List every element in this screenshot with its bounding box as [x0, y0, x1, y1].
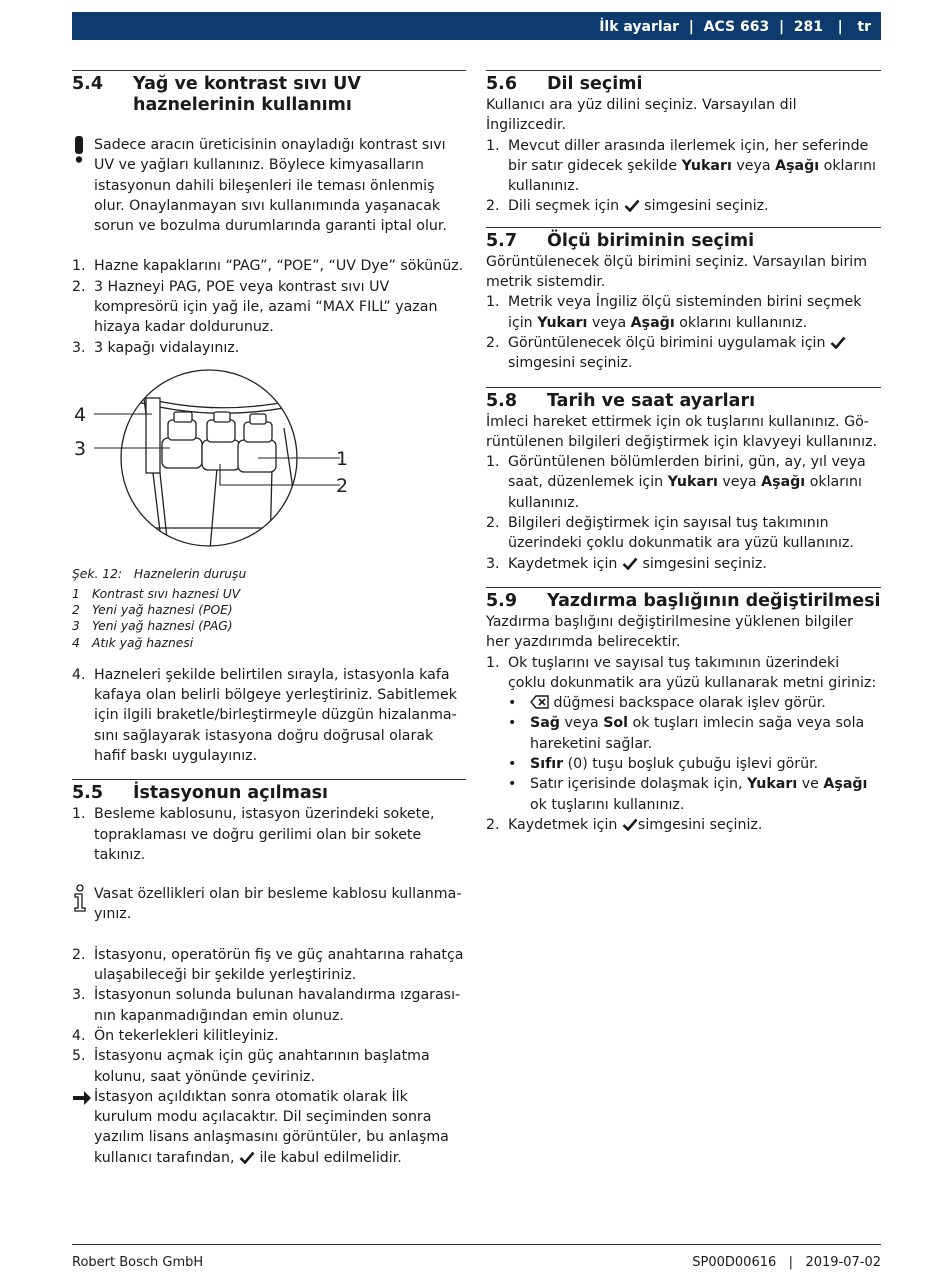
- warning-note: [72, 135, 466, 236]
- section-5-9-title: 5.9 Yazdırma başlığının değiştirilmesi: [486, 590, 881, 611]
- legend-item: 1 Kontrast sıvı haznesi UV: [72, 586, 241, 601]
- arrow-right-icon: [72, 1087, 94, 1168]
- check-icon: [624, 199, 640, 212]
- section-5-9: [486, 587, 881, 835]
- list-item: 1. Besleme kablosunu, istasyon üzerindeki sokete, topraklaması ve doğru gerilimi olan bir sokete takınız.: [72, 806, 435, 863]
- info-icon: [72, 884, 94, 925]
- section-5-4: [72, 70, 466, 766]
- list-item: 1. Mevcut diller arasında ilerlemek için, her seferinde bir satır gidecek şekilde Yukarı veya Aşağı oklarını kullanınız.: [486, 137, 876, 195]
- footer-docid: SP00D00616 | 2019-07-02: [692, 1255, 881, 1270]
- info-text: Vasat özellikleri olan bir besleme kablosu kullanmayınız.: [94, 886, 462, 923]
- steps-5-5-b: [72, 945, 466, 1087]
- section-5-5: [72, 779, 466, 1168]
- list-item: 2. İstasyonu, operatörün fiş ve güç anahtarına rahatça ulaşabileceği bir şekilde yerleştiriniz.: [72, 946, 464, 984]
- steps-5-7: [486, 292, 881, 373]
- list-item: 4. Hazneleri şekilde belirtilen sırayla, istasyonla kafa kafaya olan belirli bölgeye yerleştiriniz. Sabitlemek için ilgili braketle/birleştirmeyle düzgün hizalanmasını sağlayarak istasyona doğru doğrusal olarak hafif baskı uygulayınız.: [72, 666, 457, 764]
- section-5-4-title: 5.4 Yağ ve kontrast sıvı UV haznelerinin kullanımı: [72, 74, 361, 115]
- figure-label-3: 3: [74, 437, 87, 460]
- list-item: 3. İstasyonun solunda bulunan havalandırma ızgarasının kapanmadığından emin olunuz.: [72, 987, 461, 1024]
- section-5-6-title: 5.6 Dil seçimi: [486, 74, 643, 94]
- page-footer: [72, 1244, 881, 1270]
- section-5-9-intro: Yazdırma başlığını değiştirilmesine yüklenen bilgiler her yazdırımda belirecektir.: [486, 613, 854, 651]
- list-item: 1. Metrik veya İngiliz ölçü sisteminden birini seçmek için Yukarı veya Aşağı oklarını kullanınız.: [486, 294, 862, 331]
- section-5-8: [486, 387, 881, 574]
- check-icon: [622, 818, 638, 831]
- list-item: 3. 3 kapağı vidalayınız.: [72, 339, 240, 356]
- info-note: [72, 884, 466, 925]
- list-item: 2. Dili seçmek için simgesini seçiniz.: [486, 198, 769, 215]
- section-5-8-intro: İmleci hareket ettirmek için ok tuşlarını kullanınız. Görüntülenen bilgileri değiştirmek için klavyeyi kullanınız.: [486, 413, 878, 450]
- list-item: • Sıfır (0) tuşu boşluk çubuğu işlevi görür.: [508, 756, 819, 773]
- figure-legend: [72, 586, 466, 651]
- list-item: • düğmesi backspace olarak işlev görür.: [508, 695, 826, 712]
- figure-caption: Şek. 12: Haznelerin duruşu: [72, 566, 247, 581]
- check-icon: [622, 557, 638, 570]
- section-5-8-title: 5.8 Tarih ve saat ayarları: [486, 390, 756, 411]
- step-4: [72, 665, 466, 766]
- list-item: 2. Görüntülenecek ölçü birimini uygulamak için simgesini seçiniz.: [486, 333, 881, 374]
- warning-icon: [72, 135, 94, 236]
- steps-5-9: [486, 653, 881, 836]
- figure-label-1: 1: [336, 447, 349, 470]
- section-5-7-title: 5.7 Ölçü biriminin seçimi: [486, 230, 755, 251]
- section-5-7: [486, 227, 881, 374]
- legend-item: 4 Atık yağ haznesi: [72, 635, 194, 650]
- page-header: [72, 12, 881, 40]
- legend-item: 2 Yeni yağ haznesi (POE): [72, 603, 233, 618]
- footer-company: Robert Bosch GmbH: [72, 1255, 204, 1270]
- result-note: İstasyon açıldıktan sonra otomatik olarak İlk kurulum modu açılacaktır. Dil seçiminden sonra yazılım lisans anlaşmasını görüntüler, bu anlaşma kullanıcı tarafından, ile kabul edilmelidir.: [72, 1087, 466, 1168]
- check-icon: [830, 336, 846, 349]
- list-item: 2. 3 Hazneyi PAG, POE veya kontrast sıvı UV kompresörü için yağ ile, azami “MAX FILL” yazan hizaya kadar doldurunuz.: [72, 278, 438, 336]
- steps-5-4: [72, 256, 466, 357]
- section-5-5-title: 5.5 İstasyonun açılması: [72, 783, 329, 804]
- list-item: 1. Hazne kapaklarını “PAG”, “POE”, “UV Dye” sökünüz.: [72, 258, 464, 275]
- reservoir-illustration: [72, 368, 466, 550]
- figure-label-2: 2: [336, 474, 349, 497]
- list-item: 4. Ön tekerlekleri kilitleyiniz.: [72, 1027, 279, 1044]
- list-item: • Sağ veya Sol ok tuşları imlecin sağa veya sola hareketini sağlar.: [508, 715, 865, 752]
- section-5-7-intro: Görüntülenecek ölçü birimini seçiniz. Varsayılan birim metrik sistemdir.: [486, 253, 868, 291]
- right-column: [486, 70, 881, 835]
- list-item: 1. Ok tuşlarını ve sayısal tuş takımının üzerindeki çoklu dokunmatik ara yüzü kullanarak metni giriniz: • düğmesi backspace olarak işlev görür. • Sağ veya Sol ok tuşları imlecin sağa veya sola hareketini sağlar. • Sıfır (0) tuşu boşluk çubuğu işlevi görür. • Satır içerisinde dolaşmak için, Yukarı ve Aşağı ok tuşlarını kullanınız.: [486, 653, 881, 815]
- section-5-6: [486, 70, 881, 217]
- list-item: 3. Kaydetmek için simgesini seçiniz.: [486, 555, 767, 572]
- header-text: İlk ayarlar | ACS 663 | 281 | tr: [599, 19, 871, 35]
- legend-item: 3 Yeni yağ haznesi (PAG): [72, 619, 233, 634]
- check-icon: [239, 1151, 255, 1164]
- section-5-6-intro: Kullanıcı ara yüz dilini seçiniz. Varsayılan dil İngilizcedir.: [486, 97, 797, 134]
- steps-5-8: [486, 452, 881, 574]
- list-item: 5. İstasyonu açmak için güç anahtarının başlatma kolunu, saat yönünde çeviriniz.: [72, 1048, 430, 1085]
- reservoir-figure: [72, 368, 466, 550]
- list-item: • Satır içerisinde dolaşmak için, Yukarı ve Aşağı ok tuşlarını kullanınız.: [508, 776, 868, 813]
- list-item: 1. Görüntülenen bölümlerden birini, gün, ay, yıl veya saat, düzenlemek için Yukarı veya Aşağı oklarını kullanınız.: [486, 454, 866, 511]
- left-column: [72, 70, 466, 1168]
- backspace-icon: [530, 695, 549, 709]
- bullet-list: [508, 693, 881, 815]
- steps-5-5-a: [72, 804, 466, 865]
- warning-text: Sadece aracın üreticisinin onayladığı kontrast sıvı UV ve yağları kullanınız. Böylece kimyasalların istasyonun dahili bileşenleri ile teması önlenmiş olur. Onaylanmayan sıvı kullanımında yaşanacak sorun ve bozulma durumlarında garanti iptal olur.: [94, 137, 447, 235]
- list-item: 2. Bilgileri değiştirmek için sayısal tuş takımının üzerindeki çoklu dokunmatik ara yüzü kullanınız.: [486, 515, 854, 552]
- steps-5-6: [486, 136, 881, 217]
- list-item: 2. Kaydetmek için simgesini seçiniz.: [486, 816, 763, 833]
- figure-label-4: 4: [74, 403, 87, 426]
